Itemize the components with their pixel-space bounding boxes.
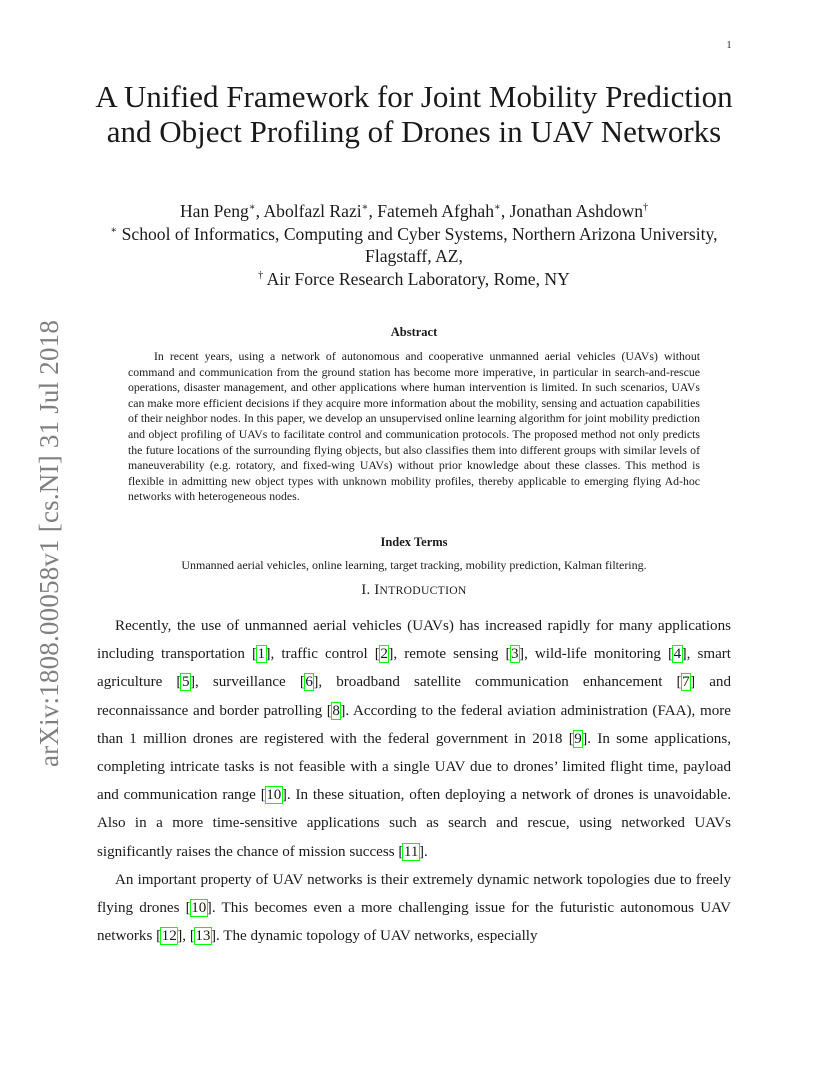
- abstract-heading: Abstract: [390, 325, 438, 339]
- author-separator: ,: [255, 201, 264, 221]
- author-affiliation-mark: ∗: [248, 202, 256, 213]
- citation-link[interactable]: [3]: [505, 646, 525, 663]
- citation-link[interactable]: [11]: [398, 843, 424, 860]
- affiliation-1-mark: ∗: [110, 224, 118, 236]
- body-text-run: An important property of UAV networks is their extremely dynamic network topologies due to freely flying drones: [97, 871, 731, 917]
- author-list: [94, 200, 734, 223]
- section-title-rest: NTRODUCTION: [379, 584, 467, 597]
- author-name: Abolfazl Razi: [263, 201, 362, 221]
- paper-title: A Unified Framework for Joint Mobility Prediction and Object Profiling of Drones in UAV Networks: [95, 79, 733, 149]
- citation-link[interactable]: [13]: [189, 928, 216, 945]
- body-paragraph: [97, 866, 731, 951]
- body-text-run: , surveillance: [195, 674, 300, 691]
- affiliation-1-text: School of Informatics, Computing and Cyber Systems, Northern Arizona University, Flagstaff, AZ,: [117, 223, 718, 266]
- body-text-run: . According to the federal aviation administration (FAA), more than 1 million drones are registered with the federal government in 2018: [97, 702, 731, 747]
- author-separator: ,: [500, 201, 510, 221]
- citation-link[interactable]: [12]: [156, 928, 183, 945]
- citation-link[interactable]: [6]: [299, 674, 319, 691]
- citation-link[interactable]: [1]: [251, 646, 271, 663]
- affiliation-1: [94, 223, 734, 268]
- affiliation-2-text: Air Force Research Laboratory, Rome, NY: [263, 268, 570, 289]
- body-text-run: , remote sensing: [393, 646, 506, 663]
- affiliation-2-mark: †: [258, 269, 264, 281]
- author-affiliation-mark: ∗: [494, 202, 501, 213]
- body-text-run: ,: [182, 928, 190, 945]
- index-terms-text: Unmanned aerial vehicles, online learning, target tracking, mobility prediction, Kalman filtering.: [181, 558, 647, 572]
- section-heading-introduction: [94, 582, 734, 599]
- citation-link[interactable]: [7]: [676, 674, 696, 691]
- citation-link[interactable]: [8]: [326, 702, 346, 719]
- body-text-run: , broadband satellite communication enhancement: [318, 674, 677, 691]
- author-separator: ,: [368, 201, 378, 221]
- citation-link[interactable]: [10]: [185, 900, 212, 917]
- body-text: [97, 612, 731, 950]
- body-text-run: and reconnaissance and border patrolling: [97, 674, 731, 719]
- citation-link[interactable]: [2]: [374, 646, 394, 663]
- body-paragraph: [97, 612, 731, 866]
- author-name: Jonathan Ashdown: [509, 201, 644, 221]
- body-text-run: . This becomes even a more challenging issue for the futuristic autonomous UAV networks: [97, 900, 731, 945]
- body-text-run: . In these situation, often deploying a network of drones is unavoidable. Also in a more time-sensitive applications such as search and rescue, using networked UAVs significantly raises the chance of mission success: [97, 787, 731, 860]
- citation-link[interactable]: [10]: [260, 787, 287, 804]
- affiliation-2: [94, 268, 734, 291]
- body-text-run: Recently, the use of unmanned aerial vehicles (UAVs) has increased rapidly for many applications including transportation: [97, 618, 731, 663]
- author-block: [94, 200, 734, 290]
- body-text-run: . In some applications, completing intricate tasks is not feasible with a single UAV due to drones’ limited flight time, payload and communication range: [97, 730, 732, 804]
- author-affiliation-mark: †: [643, 202, 649, 213]
- body-text-run: , wild-life monitoring: [524, 646, 669, 663]
- author-name: Han Peng: [179, 201, 249, 221]
- author-name: Fatemeh Afghah: [377, 201, 495, 221]
- section-numeral: I.: [361, 582, 375, 598]
- arxiv-identifier-stamp: arXiv:1808.00058v1 [cs.NI] 31 Jul 2018: [34, 319, 64, 767]
- author-affiliation-mark: ∗: [361, 202, 369, 213]
- body-text-run: , traffic control: [270, 646, 375, 663]
- section-first-letter: I: [374, 582, 380, 598]
- index-terms-heading: Index Terms: [380, 535, 448, 549]
- body-text-run: .: [423, 843, 428, 860]
- abstract-text: In recent years, using a network of autonomous and cooperative unmanned aerial vehicles (UAVs) without command and communication from the ground station has become more imperative, in particular in search-and-rescue operations, disaster management, and other applications where human intervention is limited. In such scenarios, UAVs can make more efficient decisions if they acquire more information about the mobility, sensing and actuation capabilities of their neighbor nodes. In this paper, we develop an unsupervised online learning algorithm for joint mobility prediction and object profiling of UAVs to facilitate control and communication protocols. The proposed method not only predicts the future locations of the surrounding flying objects, but also classifies them into different groups with similar levels of maneuverability (e.g. rotatory, and fixed-wing UAVs) without prior knowledge about these classes. This method is flexible in admitting new object types with unknown mobility profiles, thereby applicable to emerging flying Ad-hoc networks with heterogeneous nodes.: [128, 349, 700, 504]
- body-text-run: . The dynamic topology of UAV networks, especially: [215, 928, 538, 945]
- body-text-run: , smart agriculture: [97, 646, 731, 691]
- citation-link[interactable]: [4]: [668, 646, 687, 663]
- citation-link[interactable]: [9]: [568, 730, 588, 747]
- page-number: 1: [726, 40, 732, 51]
- citation-link[interactable]: [5]: [176, 674, 196, 691]
